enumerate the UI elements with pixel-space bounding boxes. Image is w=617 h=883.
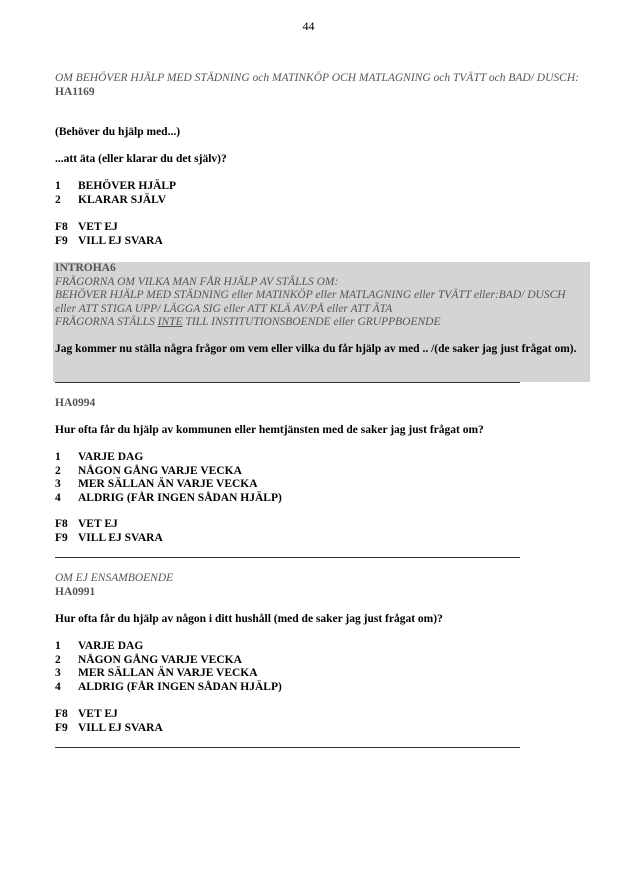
special-options <box>55 518 591 545</box>
special-options <box>55 708 591 735</box>
variable-code: HA1169 <box>55 85 95 98</box>
answer-option: F9 VILL EJ SVARA <box>55 234 163 247</box>
answer-option: 1 BEHÖVER HJÄLP <box>55 180 177 192</box>
intro-statement: Jag kommer nu ställa några frågor om vem eller vilka du får hjälp av med .. /(de saker jag just frågat om). <box>55 343 577 355</box>
answer-option: F9 VILL EJ SVARA <box>55 531 163 544</box>
intro-instruction: BEHÖVER HJÄLP MED STÄDNING eller MATINKÖP eller MATLAGNING eller TVÄTT eller:BAD/ DUSCH <box>55 289 566 301</box>
answer-option: 4 ALDRIG (FÅR INGEN SÅDAN HJÄLP) <box>55 491 282 504</box>
question-text: Hur ofta får du hjälp av någon i ditt hushåll (med de saker jag just frågat om)? <box>55 613 443 625</box>
divider <box>55 557 520 558</box>
page-number: 44 <box>302 19 315 33</box>
question-intro: (Behöver du hjälp med...) <box>55 126 181 138</box>
answer-option: 1 VARJE DAG <box>55 640 144 652</box>
intro-instruction: FRÅGORNA OM VILKA MAN FÅR HJÄLP AV STÄLLS OM: <box>55 275 339 288</box>
variable-code: HA0994 <box>55 397 96 409</box>
intro-code: INTROHA6 <box>55 262 116 274</box>
answer-options <box>55 180 591 207</box>
intro-instruction: FRÅGORNA STÄLLS INTE TILL INSTITUTIONSBOENDE eller GRUPPBOENDE <box>55 316 441 328</box>
answer-option: F9 VILL EJ SVARA <box>55 721 163 734</box>
condition-text: OM BEHÖVER HJÄLP MED STÄDNING och MATINKÖP OCH MATLAGNING och TVÄTT och BAD/ DUSCH: <box>55 72 579 84</box>
divider <box>55 382 520 383</box>
intro-box <box>55 262 591 330</box>
answer-option: 2 NÅGON GÅNG VARJE VECKA <box>55 653 242 666</box>
special-options <box>55 221 591 248</box>
divider <box>55 747 520 748</box>
answer-option: 4 ALDRIG (FÅR INGEN SÅDAN HJÄLP) <box>55 680 282 693</box>
answer-option: 3 MER SÄLLAN ÄN VARJE VECKA <box>55 478 258 490</box>
answer-option: F8 VET EJ <box>55 518 118 530</box>
answer-option: 1 VARJE DAG <box>55 451 144 463</box>
question-text: Hur ofta får du hjälp av kommunen eller hemtjänsten med de saker jag just frågat om? <box>55 424 484 436</box>
question-text: ...att äta (eller klarar du det själv)? <box>55 153 227 165</box>
variable-code: HA0991 <box>55 585 96 598</box>
condition-text: OM EJ ENSAMBOENDE <box>55 572 174 584</box>
answer-options <box>55 451 591 505</box>
answer-option: F8 VET EJ <box>55 221 118 233</box>
answer-option: F8 VET EJ <box>55 708 118 720</box>
answer-option: 2 NÅGON GÅNG VARJE VECKA <box>55 464 242 477</box>
answer-options <box>55 640 591 694</box>
answer-option: 2 KLARAR SJÄLV <box>55 193 167 206</box>
section-ha1169 <box>55 72 591 99</box>
section-ha0991 <box>55 572 591 599</box>
answer-option: 3 MER SÄLLAN ÄN VARJE VECKA <box>55 667 258 679</box>
intro-instruction: eller ATT STIGA UPP/ LÄGGA SIG eller ATT KLÄ AV/PÅ eller ATT ÄTA <box>55 302 393 315</box>
